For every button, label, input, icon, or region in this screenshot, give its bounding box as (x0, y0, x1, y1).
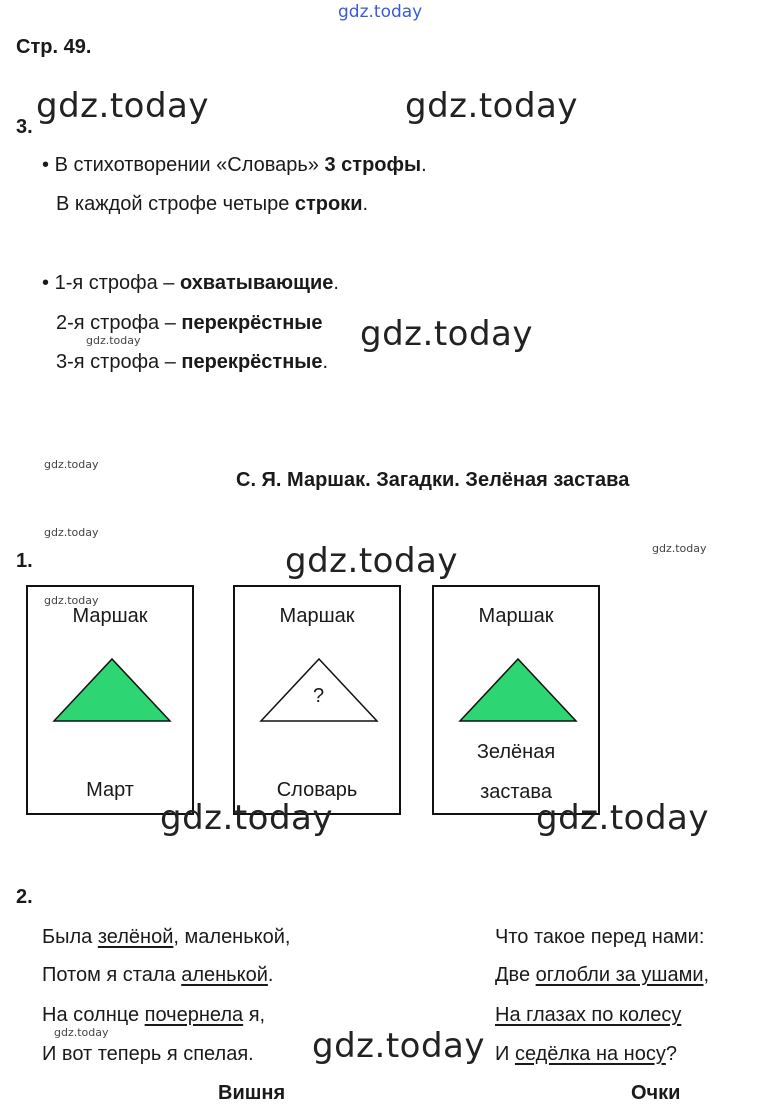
task1-number: 1. (16, 550, 33, 572)
text: . (333, 272, 339, 294)
watermark: gdz.today (360, 314, 533, 354)
watermark: gdz.today (86, 334, 141, 347)
text: ? (665, 1043, 677, 1065)
text: 2-я строфа – (56, 312, 182, 334)
poem-right-line-2 (495, 964, 709, 987)
task3-line1 (42, 154, 427, 177)
page-label: Стр. 49. (16, 36, 92, 58)
watermark: gdz.today (44, 458, 99, 471)
card-1 (26, 585, 194, 815)
triangle-icon (52, 657, 172, 723)
watermark: gdz.today (44, 526, 99, 539)
text: 1-я строфа – (54, 272, 180, 294)
question-mark: ? (313, 685, 325, 707)
text: . (267, 964, 274, 986)
card-author: Маршак (279, 605, 355, 627)
card-author: Маршак (478, 605, 554, 627)
poem-right-line-1 (495, 926, 704, 949)
watermark: gdz.today (312, 1026, 485, 1066)
bold-text: 3 строфы (324, 154, 422, 176)
card-caption: Зелёная (476, 741, 556, 763)
text: В стихотворении «Словарь» (54, 154, 325, 176)
task3-line4 (56, 312, 322, 335)
text: Потом я стала (42, 964, 182, 986)
poem-right-line-3 (495, 1004, 681, 1027)
watermark: gdz.today (54, 1026, 109, 1039)
watermark: gdz.today (285, 541, 458, 581)
poem-left-line-3 (42, 1004, 265, 1027)
text: И (495, 1043, 515, 1065)
underlined-text: седёлка на носу (514, 1043, 666, 1065)
card-caption-2: застава (480, 781, 552, 803)
watermark: gdz.today (405, 86, 578, 126)
bold-text: охватывающие (179, 272, 334, 294)
riddle-answer-right: Очки (631, 1082, 681, 1104)
poem-left-line-1 (42, 926, 290, 949)
watermark: gdz.today (536, 798, 709, 838)
text: . (322, 351, 329, 373)
card-caption: Март (86, 779, 134, 801)
text: Что такое перед нами: (495, 926, 705, 948)
card-caption: Словарь (276, 779, 358, 801)
watermark: gdz.today (652, 542, 707, 555)
poem-right-line-4 (495, 1043, 677, 1066)
poem-left-line-4 (42, 1043, 254, 1066)
watermark-top: gdz.today (338, 2, 423, 22)
card-2 (233, 585, 401, 815)
task3-line3 (42, 272, 339, 295)
text: , (703, 964, 710, 986)
text: я, (243, 1004, 266, 1026)
text: . (362, 193, 369, 215)
bold-text: строки (294, 193, 363, 215)
poem-left-line-2 (42, 964, 273, 987)
underlined-text: зелёной (97, 926, 174, 948)
task3-number: 3. (16, 116, 33, 138)
text: Была (42, 926, 98, 948)
text: 3-я строфа – (56, 351, 182, 373)
card-3 (432, 585, 600, 815)
bullet: • (42, 272, 50, 294)
underlined-text: оглобли за ушами (535, 964, 704, 986)
text: , маленькой, (173, 926, 291, 948)
watermark: gdz.today (160, 798, 333, 838)
text: И вот теперь я спелая. (42, 1043, 254, 1065)
underlined-text: На глазах по колесу (495, 1004, 682, 1026)
text: Две (495, 964, 536, 986)
bullet: • (42, 154, 50, 176)
task2-number: 2. (16, 886, 33, 908)
bold-text: перекрёстные (181, 351, 323, 373)
underlined-text: почернела (144, 1004, 244, 1026)
watermark: gdz.today (44, 594, 99, 607)
text: На солнце (42, 1004, 145, 1026)
watermark: gdz.today (36, 86, 209, 126)
section-title: С. Я. Маршак. Загадки. Зелёная застава (236, 469, 630, 491)
text: . (421, 154, 427, 176)
task3-line2 (56, 193, 368, 216)
text: В каждой строфе четыре (56, 193, 295, 215)
bold-text: перекрёстные (181, 312, 323, 334)
triangle-icon (458, 657, 578, 723)
underlined-text: аленькой (181, 964, 268, 986)
task3-line5 (56, 351, 328, 374)
card-author: Маршак (72, 605, 148, 627)
riddle-answer-left: Вишня (218, 1082, 286, 1104)
